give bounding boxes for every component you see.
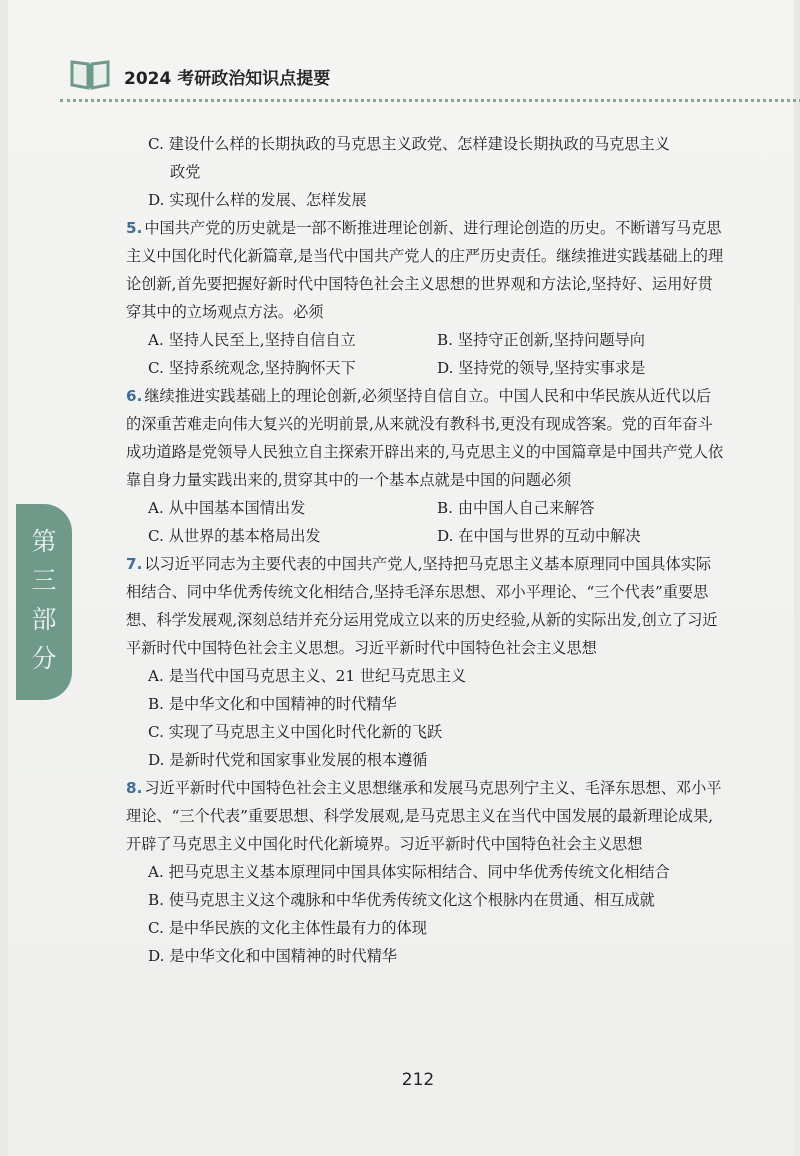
option-a: A. 是当代中国马克思主义、21 世纪马克思主义	[148, 667, 467, 685]
option-d: D. 坚持党的领导,坚持实事求是	[437, 359, 646, 377]
question-number: 7.	[126, 555, 143, 573]
option-c: C. 从世界的基本格局出发	[148, 527, 321, 545]
question-8	[126, 774, 726, 970]
prev-option-d: D. 实现什么样的发展、怎样发展	[148, 191, 367, 209]
option-b: B. 由中国人自己来解答	[437, 499, 595, 517]
header-divider	[60, 99, 800, 102]
option-row	[126, 354, 726, 382]
option-row	[126, 522, 726, 550]
question-6	[126, 382, 726, 550]
question-5	[126, 214, 726, 382]
option-c: C. 是中华民族的文化主体性最有力的体现	[148, 919, 427, 937]
question-number: 5.	[126, 219, 143, 237]
prev-option-c	[126, 130, 726, 186]
option-d: D. 是新时代党和国家事业发展的根本遵循	[148, 751, 428, 769]
section-tab-char: 部	[31, 605, 57, 634]
option-c: C. 实现了马克思主义中国化时代化新的飞跃	[148, 723, 443, 741]
page-number: 212	[401, 1070, 435, 1090]
question-stem	[126, 550, 726, 662]
section-tab-char: 第	[31, 527, 57, 556]
option-row	[126, 326, 726, 354]
option-b: B. 坚持守正创新,坚持问题导向	[437, 331, 645, 349]
option-b: B. 是中华文化和中国精神的时代精华	[148, 695, 397, 713]
question-stem	[126, 214, 726, 326]
section-tab-label	[26, 522, 62, 678]
option-c: C. 坚持系统观念,坚持胸怀天下	[148, 359, 356, 377]
section-tab-char: 三	[31, 566, 57, 595]
option-row	[126, 494, 726, 522]
stem-text: 以习近平同志为主要代表的中国共产党人,坚持把马克思主义基本原理同中国具体实际相结合、同中华优秀传统文化相结合,坚持毛泽东思想、邓小平理论、“三个代表”重要思想、科学发展观,深刻总结并充分运用党成立以来的历史经验,从新的实际出发,创立了习近平新时代中国特色社会主义思想。习近平新时代中国特色社会主义思想	[126, 555, 718, 657]
question-number: 6.	[126, 387, 143, 405]
option-a: A. 坚持人民至上,坚持自信自立	[148, 331, 356, 349]
stem-text: 继续推进实践基础上的理论创新,必须坚持自信自立。中国人民和中华民族从近代以后的深重苦难走向伟大复兴的光明前景,从来就没有教科书,更没有现成答案。党的百年奋斗成功道路是党领导人民独立自主探索开辟出来的,马克思主义的中国篇章是中国共产党人依靠自身力量实践出来的,贯穿其中的一个基本点就是中国的问题必须	[126, 387, 724, 489]
open-book-icon	[70, 58, 110, 90]
section-tab	[16, 504, 72, 700]
question-7	[126, 550, 726, 774]
option-a: A. 把马克思主义基本原理同中国具体实际相结合、同中华优秀传统文化相结合	[148, 863, 670, 881]
option-d: D. 是中华文化和中国精神的时代精华	[148, 947, 398, 965]
question-stem	[126, 382, 726, 494]
stem-text: 中国共产党的历史就是一部不断推进理论创新、进行理论创造的历史。不断谱写马克思主义中国化时代化新篇章,是当代中国共产党人的庄严历史责任。继续推进实践基础上的理论创新,首先要把握好新时代中国特色社会主义思想的世界观和方法论,坚持好、运用好贯穿其中的立场观点方法。必须	[126, 219, 724, 321]
question-content	[126, 130, 726, 970]
option-a: A. 从中国基本国情出发	[148, 499, 306, 517]
option-text: 政党	[170, 163, 201, 181]
option-b: B. 使马克思主义这个魂脉和中华优秀传统文化这个根脉内在贯通、相互成就	[148, 891, 655, 909]
stem-text: 习近平新时代中国特色社会主义思想继承和发展马克思列宁主义、毛泽东思想、邓小平理论、“三个代表”重要思想、科学发展观,是马克思主义在当代中国发展的最新理论成果,开辟了马克思主义中国化时代化新境界。习近平新时代中国特色社会主义思想	[126, 779, 722, 853]
section-tab-char: 分	[31, 644, 57, 673]
book-page	[8, 0, 794, 1156]
question-number: 8.	[126, 779, 143, 797]
question-stem	[126, 774, 726, 858]
option-text: C. 建设什么样的长期执政的马克思主义政党、怎样建设长期执政的马克思主义	[148, 135, 670, 153]
header-title: 2024 考研政治知识点提要	[124, 69, 331, 89]
option-d: D. 在中国与世界的互动中解决	[437, 527, 641, 545]
